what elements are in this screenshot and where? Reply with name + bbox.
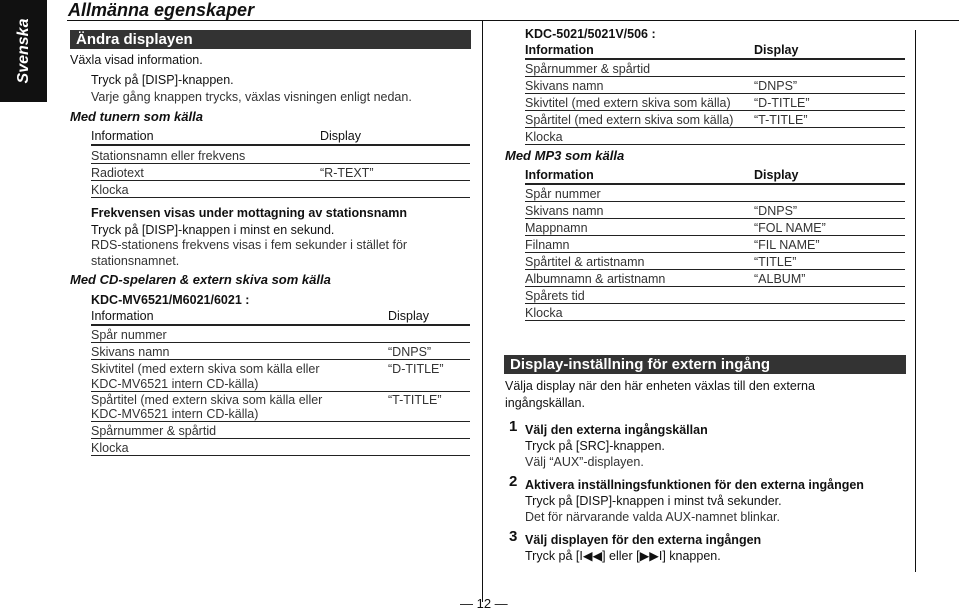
mp3-row: Skivans namn (525, 204, 604, 218)
press-note: Varje gång knappen trycks, växlas visningen enligt nedan. (91, 90, 412, 104)
right-row: Skivtitel (med extern skiva som källa) (525, 96, 731, 110)
language-tab (0, 0, 47, 102)
table-rule (91, 324, 470, 326)
mp3-row: Albumnamn & artistnamn (525, 272, 666, 286)
mp3-row: Spårtitel & artistnamn (525, 255, 645, 269)
right-col-info: Information (525, 43, 594, 57)
cd-display-value: D-TITLE (392, 362, 440, 376)
table-rule (91, 197, 470, 198)
tuner-col-info: Information (91, 129, 154, 143)
step-number: 2 (509, 473, 518, 490)
cd-row: Skivans namn (91, 345, 170, 359)
cd-row: Spårnummer & spårtid (91, 424, 217, 438)
tuner-row: Stationsnamn eller frekvens (91, 149, 246, 163)
table-rule (91, 421, 470, 422)
mp3-row: Spårets tid (525, 289, 585, 303)
table-rule (525, 252, 905, 253)
mp3-row: Spår nummer (525, 187, 601, 201)
tuner-row: Radiotext (91, 166, 144, 180)
table-rule (525, 303, 905, 304)
table-rule (525, 93, 905, 94)
cd-heading: Med CD-spelaren & extern skiva som källa (70, 272, 331, 287)
step-line: Tryck på [DISP]-knappen i minst två sekunder. (525, 494, 782, 508)
right-row: Spårnummer & spårtid (525, 62, 651, 76)
cd-row: KDC-MV6521 intern CD-källa) (91, 407, 259, 421)
right-margin-rule (915, 30, 916, 572)
mp3-col-display: Display (754, 168, 799, 182)
right-display-value: T-TITLE (758, 113, 804, 127)
section-title-external-input: Display-inställning för extern ingång (504, 355, 906, 374)
header-rule (67, 20, 959, 21)
cd-display: “DNPS” (388, 345, 432, 359)
page-number: — 12 — (460, 596, 508, 611)
cd-display-value: T-TITLE (392, 393, 438, 407)
table-rule (525, 320, 905, 321)
press-disp-text: Tryck på [DISP]-knappen. (91, 73, 234, 87)
section-title-change-display: Ändra displayen (70, 30, 471, 49)
mp3-display-value: FOL NAME (758, 221, 822, 235)
right-display-value: DNPS (758, 79, 793, 93)
mp3-display: “DNPS” (754, 204, 798, 218)
column-divider (482, 20, 483, 602)
mp3-row: Mappnamn (525, 221, 588, 235)
cd-row: Spårtitel (med extern skiva som källa eller (91, 393, 323, 407)
table-rule (91, 438, 470, 439)
step-number: 1 (509, 418, 518, 435)
right-row: Skivans namn (525, 79, 604, 93)
step-title: Välj displayen för den externa ingången (525, 533, 762, 547)
right-col-display: Display (754, 43, 799, 57)
step-line: Tryck på [I◀◀] eller [▶▶I] knappen. (525, 549, 721, 563)
page-title: Allmänna egenskaper (68, 0, 255, 20)
ext-intro: ingångskällan. (505, 396, 585, 410)
cd-row: KDC-MV6521 intern CD-källa) (91, 377, 259, 391)
mp3-display-value: TITLE (758, 255, 793, 269)
right-display-value: D-TITLE (758, 96, 806, 110)
mp3-display-value: ALBUM (758, 272, 802, 286)
mp3-display: “TITLE” (754, 255, 797, 269)
table-rule (525, 269, 905, 270)
table-rule (525, 286, 905, 287)
table-rule (525, 127, 905, 128)
mp3-display-value: FIL NAME (758, 238, 816, 252)
mp3-heading: Med MP3 som källa (505, 148, 625, 163)
cd-col-display: Display (388, 309, 429, 323)
mp3-display-value: DNPS (758, 204, 793, 218)
tuner-col-display: Display (320, 129, 361, 143)
table-rule (525, 144, 905, 145)
intro-text: Växla visad information. (70, 53, 203, 67)
table-rule (525, 201, 905, 202)
step-number: 3 (509, 528, 518, 545)
step-title: Aktivera inställningsfunktionen för den externa ingången (525, 478, 864, 492)
table-rule (525, 235, 905, 236)
table-rule (91, 455, 470, 456)
table-rule (525, 218, 905, 219)
right-row: Klocka (525, 130, 563, 144)
table-rule (91, 163, 470, 164)
freq-note: Frekvensen visas under mottagning av stationsnamn (91, 206, 408, 220)
cd-model: KDC-MV6521/M6021/6021 : (91, 293, 250, 307)
tuner-row: Klocka (91, 183, 129, 197)
table-rule (525, 110, 905, 111)
language-tab-label: Svenska (14, 18, 32, 84)
step-line: Tryck på [SRC]-knappen. (525, 439, 665, 453)
right-display: “DNPS” (754, 79, 798, 93)
table-rule (525, 76, 905, 77)
table-rule (525, 58, 905, 60)
table-rule (91, 342, 470, 343)
step-title: Välj den externa ingångskällan (525, 423, 708, 437)
mp3-display: “ALBUM” (754, 272, 806, 286)
table-rule (91, 144, 470, 146)
mp3-display: “FOL NAME” (754, 221, 826, 235)
cd-row: Klocka (91, 441, 129, 455)
mp3-display: “FIL NAME” (754, 238, 820, 252)
cd-row: Skivtitel (med extern skiva som källa eller (91, 362, 320, 376)
table-rule (525, 183, 905, 185)
mp3-row: Filnamn (525, 238, 570, 252)
tuner-display-value: R-TEXT (324, 166, 370, 180)
step-note: Det för närvarande valda AUX-namnet blinkar. (525, 510, 780, 524)
mp3-col-info: Information (525, 168, 594, 182)
cd-row: Spår nummer (91, 328, 167, 342)
right-display: “D-TITLE” (754, 96, 810, 110)
tuner-display: “R-TEXT” (320, 166, 374, 180)
cd-display-value: DNPS (392, 345, 427, 359)
cd-col-info: Information (91, 309, 154, 323)
cd-display: “D-TITLE” (388, 362, 444, 376)
table-rule (91, 180, 470, 181)
freq-press: Tryck på [DISP]-knappen i minst en sekund. (91, 223, 335, 237)
freq-desc: stationsnamnet. (91, 254, 180, 268)
tuner-heading: Med tunern som källa (70, 109, 203, 124)
right-model: KDC-5021/5021V/506 : (525, 27, 656, 41)
freq-desc: RDS-stationens frekvens visas i fem sekunder i stället för (91, 238, 408, 252)
table-rule (91, 359, 470, 360)
cd-display: “T-TITLE” (388, 393, 442, 407)
mp3-row: Klocka (525, 306, 563, 320)
right-display: “T-TITLE” (754, 113, 808, 127)
right-row: Spårtitel (med extern skiva som källa) (525, 113, 734, 127)
ext-intro: Välja display när den här enheten växlas till den externa (505, 379, 815, 393)
step-note: Välj “AUX”-displayen. (525, 455, 644, 469)
